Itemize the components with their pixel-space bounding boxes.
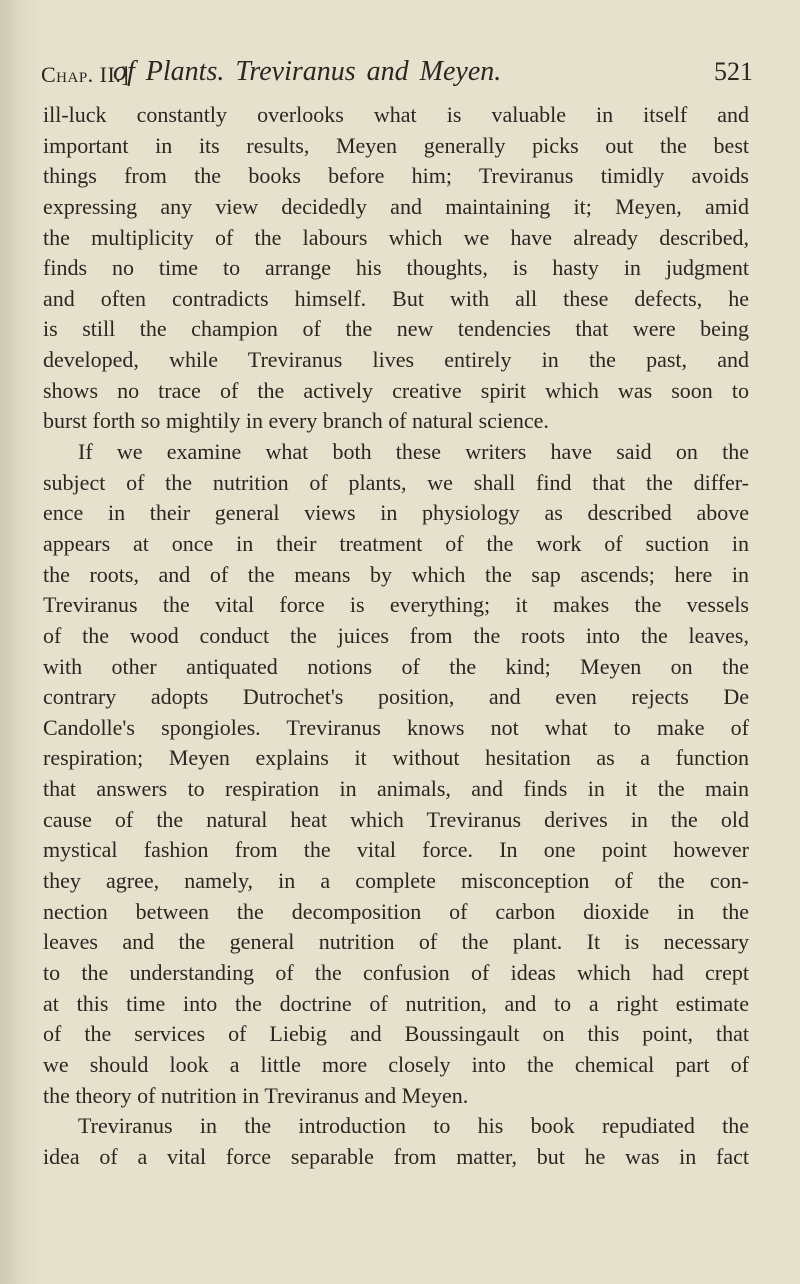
text-line: idea of a vital force separable from matter, but he was in fact	[43, 1143, 749, 1169]
text-line: subject of the nutrition of plants, we shall find that the differ-	[43, 469, 749, 495]
text-line: they agree, namely, in a complete misconception of the con-	[43, 868, 749, 894]
text-line: is still the champion of the new tendencies that were being	[43, 316, 749, 342]
text-line: cause of the natural heat which Treviranus derives in the old	[43, 806, 749, 832]
text-line: respiration; Meyen explains it without hesitation as a function	[43, 745, 749, 771]
text-line: nection between the decomposition of carbon dioxide in the	[43, 898, 749, 924]
text-line: Candolle's spongioles. Treviranus knows not what to make of	[43, 714, 749, 740]
body-text	[43, 100, 749, 1172]
chapter-label: Chap. II.]	[41, 62, 130, 87]
text-line: burst forth so mightily in every branch of natural science.	[43, 408, 549, 434]
text-line: and often contradicts himself. But with all these defects, he	[43, 285, 749, 311]
text-line: the roots, and of the means by which the sap ascends; here in	[43, 561, 749, 587]
text-line: that answers to respiration in animals, and finds in it the main	[43, 776, 749, 802]
text-line: mystical fashion from the vital force. In one point however	[43, 837, 749, 863]
text-line: to the understanding of the confusion of ideas which had crept	[43, 959, 749, 985]
text-line: If we examine what both these writers have said on the	[78, 439, 749, 465]
text-line: the multiplicity of the labours which we have already described,	[43, 224, 749, 250]
text-line: of the wood conduct the juices from the roots into the leaves,	[43, 622, 749, 648]
text-line: shows no trace of the actively creative spirit which was soon to	[43, 377, 749, 403]
text-line: expressing any view decidedly and maintaining it; Meyen, amid	[43, 193, 749, 219]
running-title: of Plants. Treviranus and Meyen.	[113, 56, 502, 87]
text-line: we should look a little more closely into the chemical part of	[43, 1051, 749, 1077]
text-line: appears at once in their treatment of the work of suction in	[43, 530, 749, 556]
text-line: important in its results, Meyen generally picks out the best	[43, 132, 749, 158]
text-line: developed, while Treviranus lives entirely in the past, and	[43, 347, 749, 373]
text-line: the theory of nutrition in Treviranus and Meyen.	[43, 1082, 469, 1108]
text-line: ence in their general views in physiology as described above	[43, 500, 749, 526]
text-line: ill-luck constantly overlooks what is valuable in itself and	[43, 102, 749, 127]
text-line: with other antiquated notions of the kind; Meyen on the	[43, 653, 749, 679]
text-line: finds no time to arrange his thoughts, is hasty in judgment	[43, 255, 749, 281]
running-header	[41, 56, 761, 96]
text-line: contrary adopts Dutrochet's position, and even rejects De	[43, 684, 749, 710]
text-line: of the services of Liebig and Boussingault on this point, that	[43, 1021, 749, 1047]
page-number: 521	[714, 57, 753, 86]
text-line: at this time into the doctrine of nutrition, and to a right estimate	[43, 990, 749, 1016]
text-line: leaves and the general nutrition of the plant. It is necessary	[43, 929, 749, 955]
text-line: Treviranus in the introduction to his book repudiated the	[78, 1113, 749, 1139]
text-line: things from the books before him; Treviranus timidly avoids	[43, 163, 749, 189]
text-line: Treviranus the vital force is everything; it makes the vessels	[43, 592, 749, 618]
